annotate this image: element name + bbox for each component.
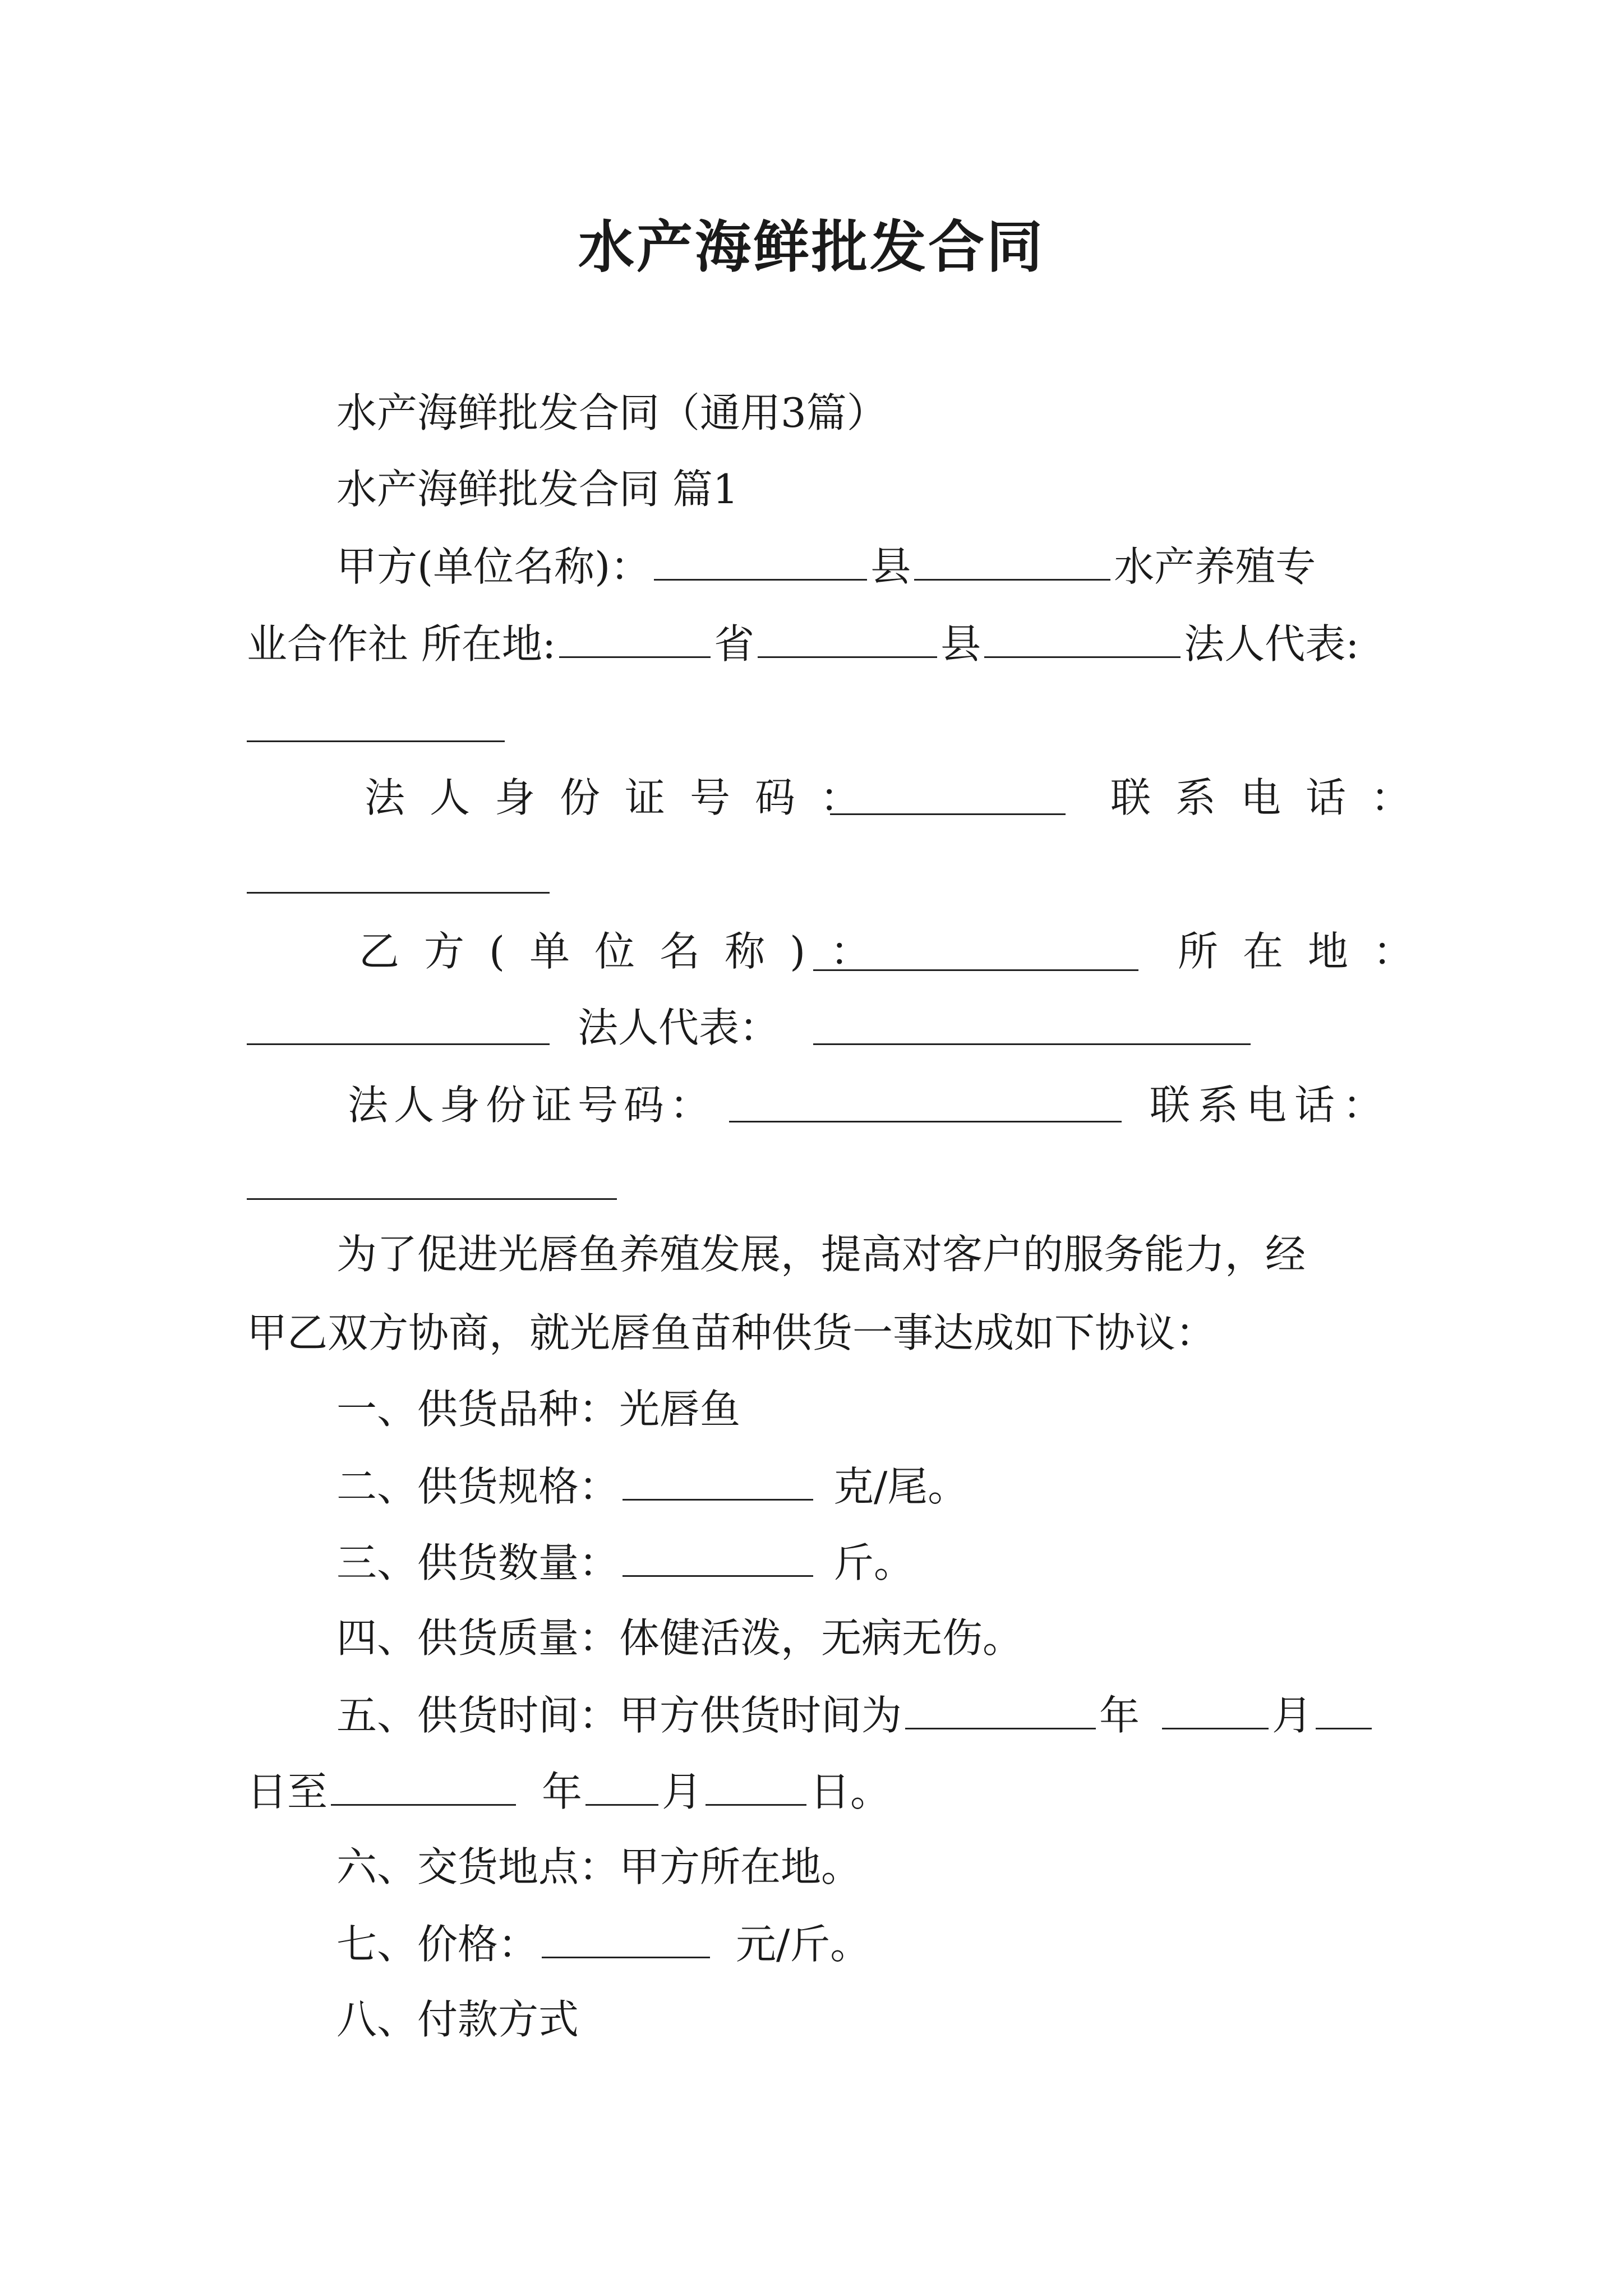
part-heading: 水产海鲜批发合同 篇1 xyxy=(336,466,739,513)
party-a-id-label: 法人身份证号码： xyxy=(365,774,886,821)
clause-3 xyxy=(336,1539,915,1586)
clause-5-day-blank[interactable] xyxy=(1316,1694,1372,1729)
party-b-location-blank[interactable] xyxy=(247,1043,550,1045)
clause-2-label: 二、供货规格： xyxy=(336,1463,620,1510)
party-b-name-label: 乙方(单位名称)： xyxy=(359,928,896,975)
clause-2-unit: 克/尾。 xyxy=(833,1463,969,1510)
party-a-rep-label: 法人代表: xyxy=(1184,620,1359,668)
clause-5-year: 年 xyxy=(1099,1692,1140,1739)
party-a-phone-label: 联系电话： xyxy=(1110,774,1436,821)
clause-3-unit: 斤。 xyxy=(833,1539,915,1586)
party-b-id-blank[interactable] xyxy=(729,1121,1122,1122)
intro-line-1: 为了促进光唇鱼养殖发展，提高对客户的服务能力，经 xyxy=(336,1231,1306,1278)
clause-5-year-blank[interactable] xyxy=(905,1694,1096,1729)
clause-5-line-1 xyxy=(336,1692,1375,1739)
clause-7-blank[interactable] xyxy=(542,1923,710,1958)
clause-3-blank[interactable] xyxy=(623,1542,813,1577)
clause-5-line-2 xyxy=(247,1768,891,1815)
party-a-phone-blank[interactable] xyxy=(247,892,550,894)
party-a-town-blank[interactable] xyxy=(984,623,1181,658)
document-subtitle: 水产海鲜批发合同（通用3篇） xyxy=(336,389,887,436)
party-b-location-label: 所在地： xyxy=(1178,928,1438,975)
party-a-county-label: 县 xyxy=(870,543,911,590)
clause-5-day2: 日。 xyxy=(810,1768,891,1815)
party-b-rep-label: 法人代表： xyxy=(578,1004,780,1051)
clause-2-blank[interactable] xyxy=(623,1465,813,1501)
document-title: 水产海鲜批发合同 xyxy=(578,214,1045,280)
party-a-coop-label: 水产养殖专 xyxy=(1114,543,1316,590)
clause-4: 四、供货质量：体健活泼，无病无伤。 xyxy=(336,1614,1023,1662)
party-a-name-label: 甲方(单位名称)： xyxy=(336,543,651,590)
clause-5-month-blank[interactable] xyxy=(1162,1694,1269,1729)
party-a-id-blank[interactable] xyxy=(830,813,1066,815)
clause-5-day2-blank[interactable] xyxy=(706,1770,806,1806)
party-a-county2-label: 县 xyxy=(940,620,981,668)
clause-7 xyxy=(336,1921,871,1968)
party-a-rep-blank[interactable] xyxy=(247,740,505,742)
clause-3-label: 三、供货数量： xyxy=(336,1539,620,1586)
clause-5-month2-blank[interactable] xyxy=(585,1770,658,1806)
party-a-province-blank[interactable] xyxy=(559,623,711,658)
party-b-name-blank[interactable] xyxy=(813,969,1138,971)
clause-5-year2: 年 xyxy=(542,1768,583,1815)
clause-5-month2: 月 xyxy=(662,1768,703,1815)
clause-6: 六、交货地点：甲方所在地。 xyxy=(336,1843,862,1890)
clause-5-year2-blank[interactable] xyxy=(331,1770,516,1806)
party-a-province-label: 省 xyxy=(714,620,755,668)
clause-8: 八、付款方式 xyxy=(336,1996,579,2043)
clause-5-month: 月 xyxy=(1272,1692,1313,1739)
clause-7-label: 七、价格： xyxy=(336,1921,539,1968)
party-a-county-blank[interactable] xyxy=(758,623,937,658)
party-b-phone-blank[interactable] xyxy=(247,1198,617,1200)
party-a-name-blank[interactable] xyxy=(654,545,867,581)
clause-1: 一、供货品种：光唇鱼 xyxy=(336,1386,741,1433)
party-a-coop-blank[interactable] xyxy=(914,545,1110,581)
clause-5-day-to: 日至 xyxy=(247,1768,328,1815)
party-a-location-label: 业合作社 所在地: xyxy=(247,620,556,668)
party-b-rep-blank[interactable] xyxy=(813,1043,1251,1045)
clause-2 xyxy=(336,1463,969,1510)
party-b-phone-label: 联系电话： xyxy=(1150,1082,1391,1129)
clause-5-label: 五、供货时间：甲方供货时间为 xyxy=(336,1692,902,1739)
intro-line-2: 甲乙双方协商，就光唇鱼苗种供货一事达成如下协议： xyxy=(247,1309,1216,1356)
party-b-id-label: 法人身份证号码： xyxy=(348,1082,716,1129)
party-a-line-1 xyxy=(336,543,1316,590)
clause-7-unit: 元/斤。 xyxy=(736,1921,871,1968)
party-a-line-2 xyxy=(247,620,1359,668)
